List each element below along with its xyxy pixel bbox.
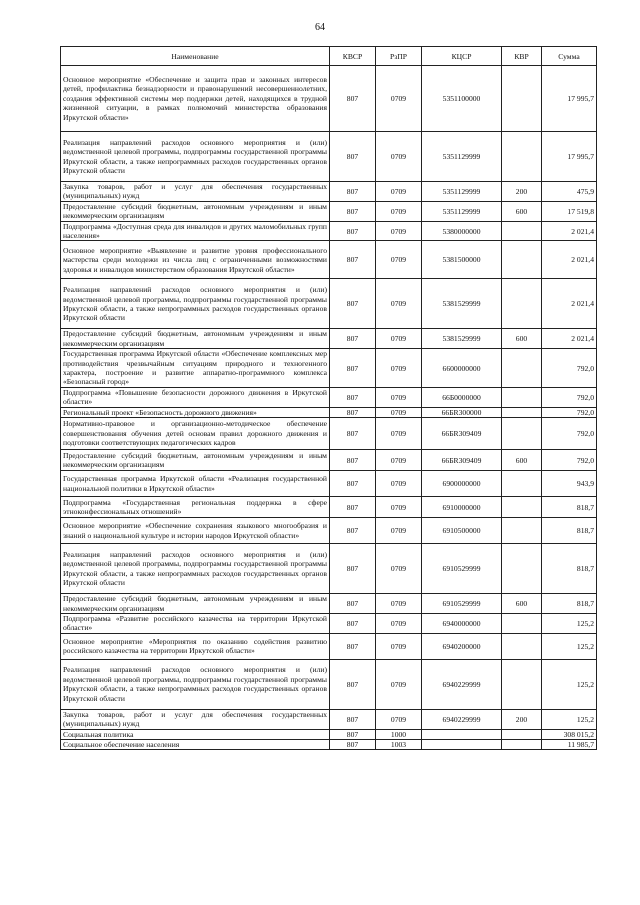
- cell-kvr: [502, 66, 542, 132]
- table-row: [61, 182, 597, 202]
- cell-kvr: [502, 518, 542, 544]
- cell-name: Нормативно-правовое и организационно-методическое обеспечение совершенствования обучения детей основам правил дорожного движения и подготовки соответствующих педагогических кадров: [61, 418, 330, 450]
- cell-name: Государственная программа Иркутской области «Реализация государственной национальной политики в Иркутской области»: [61, 471, 330, 497]
- cell-kvr: [502, 349, 542, 388]
- cell-kcsr: 5381529999: [422, 279, 502, 329]
- cell-sum: 792,0: [542, 387, 597, 407]
- table-row: [61, 221, 597, 241]
- table-row: [61, 497, 597, 518]
- cell-rzpr: 0709: [376, 407, 422, 417]
- cell-kcsr: 6910500000: [422, 518, 502, 544]
- cell-kvr: [502, 418, 542, 450]
- cell-name: Подпрограмма «Доступная среда для инвалидов и других маломобильных групп населения»: [61, 221, 330, 241]
- cell-kvsr: 807: [330, 132, 376, 182]
- header-kvr: КВР: [502, 47, 542, 66]
- cell-rzpr: 1000: [376, 729, 422, 739]
- cell-sum: 792,0: [542, 407, 597, 417]
- cell-rzpr: 0709: [376, 659, 422, 709]
- table-row: [61, 544, 597, 594]
- cell-name: Предоставление субсидий бюджетным, автономным учреждениям и иным некоммерческим организациям: [61, 201, 330, 221]
- cell-sum: 17 995,7: [542, 132, 597, 182]
- cell-kcsr: 5351100000: [422, 66, 502, 132]
- cell-kcsr: 66БR309409: [422, 450, 502, 471]
- cell-sum: 943,9: [542, 471, 597, 497]
- cell-kvsr: 807: [330, 407, 376, 417]
- table-row: [61, 66, 597, 132]
- cell-kvr: [502, 279, 542, 329]
- header-name: Наименование: [61, 47, 330, 66]
- cell-kcsr: 6940229999: [422, 709, 502, 729]
- cell-name: Предоставление субсидий бюджетным, автономным учреждениям и иным некоммерческим организациям: [61, 594, 330, 614]
- table-row: [61, 594, 597, 614]
- cell-name: Реализация направлений расходов основного мероприятия и (или) ведомственной целевой программы, подпрограммы государственной программы Иркутской области, а также непрограммных расходов государственных органов Иркутской области: [61, 659, 330, 709]
- cell-kvsr: 807: [330, 544, 376, 594]
- cell-kvr: [502, 544, 542, 594]
- cell-kvr: [502, 407, 542, 417]
- cell-name: Основное мероприятие «Обеспечение и защита прав и законных интересов детей, профилактика безнадзорности и правонарушений несовершеннолетних, создания эффективной системы мер поддержки детей, находящихся в трудной жизненной ситуации, в рамках полномочий министерства образования Иркутской области»: [61, 66, 330, 132]
- cell-kvsr: 807: [330, 450, 376, 471]
- cell-rzpr: 0709: [376, 613, 422, 633]
- cell-rzpr: 0709: [376, 633, 422, 659]
- cell-sum: 11 985,7: [542, 739, 597, 749]
- cell-kvr: [502, 387, 542, 407]
- cell-kcsr: 5381500000: [422, 241, 502, 279]
- cell-kvr: [502, 729, 542, 739]
- cell-rzpr: 0709: [376, 471, 422, 497]
- table-row: [61, 407, 597, 417]
- cell-kvr: [502, 497, 542, 518]
- cell-sum: 125,2: [542, 633, 597, 659]
- header-kvsr: КВСР: [330, 47, 376, 66]
- cell-kcsr: 5380000000: [422, 221, 502, 241]
- cell-kvsr: 807: [330, 66, 376, 132]
- cell-sum: 125,2: [542, 613, 597, 633]
- cell-kvr: [502, 132, 542, 182]
- cell-kvr: [502, 659, 542, 709]
- cell-kvr: 600: [502, 201, 542, 221]
- cell-rzpr: 0709: [376, 279, 422, 329]
- cell-rzpr: 0709: [376, 497, 422, 518]
- cell-rzpr: 0709: [376, 418, 422, 450]
- cell-kcsr: 6910529999: [422, 594, 502, 614]
- cell-name: Реализация направлений расходов основного мероприятия и (или) ведомственной целевой программы, подпрограммы государственной программы Иркутской области, а также непрограммных расходов государственных органов Иркутской области: [61, 544, 330, 594]
- cell-kcsr: 5351129999: [422, 132, 502, 182]
- cell-rzpr: 0709: [376, 132, 422, 182]
- cell-sum: 17 519,8: [542, 201, 597, 221]
- cell-name: Социальная политика: [61, 729, 330, 739]
- cell-kvr: 200: [502, 709, 542, 729]
- table-row: [61, 201, 597, 221]
- cell-kvsr: 807: [330, 471, 376, 497]
- cell-kvsr: 807: [330, 729, 376, 739]
- cell-rzpr: 0709: [376, 594, 422, 614]
- cell-sum: 2 021,4: [542, 241, 597, 279]
- cell-kvsr: 807: [330, 418, 376, 450]
- cell-kcsr: 6940200000: [422, 633, 502, 659]
- table-row: [61, 279, 597, 329]
- table-row: [61, 471, 597, 497]
- table-row: [61, 387, 597, 407]
- cell-kvr: [502, 613, 542, 633]
- cell-sum: 792,0: [542, 450, 597, 471]
- cell-kvsr: 807: [330, 497, 376, 518]
- cell-rzpr: 0709: [376, 544, 422, 594]
- cell-kvsr: 807: [330, 349, 376, 388]
- cell-kvsr: 807: [330, 182, 376, 202]
- cell-name: Основное мероприятие «Обеспечение сохранения языкового многообразия и знаний о национальной культуре и истории народов Иркутской области»: [61, 518, 330, 544]
- cell-name: Государственная программа Иркутской области «Обеспечение комплексных мер противодействия чрезвычайным ситуациям природного и техногенного характера, построение и развитие аппаратно-программного комплекса «Безопасный город»: [61, 349, 330, 388]
- cell-name: Подпрограмма «Повышение безопасности дорожного движения в Иркутской области»: [61, 387, 330, 407]
- table-row: [61, 518, 597, 544]
- cell-sum: 2 021,4: [542, 221, 597, 241]
- cell-sum: 818,7: [542, 518, 597, 544]
- cell-rzpr: 0709: [376, 182, 422, 202]
- cell-rzpr: 0709: [376, 450, 422, 471]
- cell-name: Закупка товаров, работ и услуг для обеспечения государственных (муниципальных) нужд: [61, 182, 330, 202]
- table-row: [61, 241, 597, 279]
- cell-sum: 2 021,4: [542, 279, 597, 329]
- table-row: [61, 450, 597, 471]
- table-row: [61, 613, 597, 633]
- cell-sum: 308 015,2: [542, 729, 597, 739]
- table-row: [61, 132, 597, 182]
- cell-rzpr: 0709: [376, 201, 422, 221]
- cell-sum: 818,7: [542, 544, 597, 594]
- cell-kvsr: 807: [330, 633, 376, 659]
- budget-table: [60, 46, 597, 750]
- cell-kcsr: 5351129999: [422, 201, 502, 221]
- header-sum: Сумма: [542, 47, 597, 66]
- cell-sum: 818,7: [542, 594, 597, 614]
- cell-kcsr: [422, 729, 502, 739]
- table-header-row: [61, 47, 597, 66]
- table-row: [61, 633, 597, 659]
- cell-kvr: 600: [502, 329, 542, 349]
- table-body: [61, 66, 597, 750]
- cell-kvsr: 807: [330, 739, 376, 749]
- cell-kvsr: 807: [330, 709, 376, 729]
- cell-sum: 792,0: [542, 349, 597, 388]
- cell-name: Предоставление субсидий бюджетным, автономным учреждениям и иным некоммерческим организациям: [61, 450, 330, 471]
- cell-kcsr: 6900000000: [422, 471, 502, 497]
- cell-rzpr: 1003: [376, 739, 422, 749]
- cell-kcsr: [422, 739, 502, 749]
- cell-kvr: [502, 633, 542, 659]
- cell-sum: 475,9: [542, 182, 597, 202]
- cell-kvr: [502, 739, 542, 749]
- cell-name: Основное мероприятие «Мероприятия по оказанию содействия развитию российского казачества на территории Иркутской области»: [61, 633, 330, 659]
- cell-kcsr: 66БR300000: [422, 407, 502, 417]
- table-row: [61, 729, 597, 739]
- cell-name: Основное мероприятие «Выявление и развитие уровня профессионального мастерства среди молодежи из числа лиц с ограниченными возможностями здоровья и инвалидов министерством образования Иркутской области»: [61, 241, 330, 279]
- table-row: [61, 659, 597, 709]
- table-row: [61, 329, 597, 349]
- cell-kvsr: 807: [330, 241, 376, 279]
- cell-name: Подпрограмма «Развитие российского казачества на территории Иркутской области»: [61, 613, 330, 633]
- cell-rzpr: 0709: [376, 387, 422, 407]
- cell-kcsr: 6910529999: [422, 544, 502, 594]
- cell-kvr: [502, 221, 542, 241]
- cell-kcsr: 66Б0000000: [422, 387, 502, 407]
- cell-kvsr: 807: [330, 518, 376, 544]
- cell-name: Реализация направлений расходов основного мероприятия и (или) ведомственной целевой программы, подпрограммы государственной программы Иркутской области, а также непрограммных расходов государственных органов Иркутской области: [61, 132, 330, 182]
- cell-kvr: 200: [502, 182, 542, 202]
- cell-sum: 17 995,7: [542, 66, 597, 132]
- cell-kcsr: 66БR309409: [422, 418, 502, 450]
- header-kcsr: КЦСР: [422, 47, 502, 66]
- cell-kvsr: 807: [330, 201, 376, 221]
- cell-kvsr: 807: [330, 594, 376, 614]
- cell-rzpr: 0709: [376, 518, 422, 544]
- table-row: [61, 349, 597, 388]
- cell-kvr: 600: [502, 594, 542, 614]
- cell-kcsr: 6600000000: [422, 349, 502, 388]
- cell-kvsr: 807: [330, 329, 376, 349]
- cell-kcsr: 6910000000: [422, 497, 502, 518]
- cell-name: Предоставление субсидий бюджетным, автономным учреждениям и иным некоммерческим организациям: [61, 329, 330, 349]
- cell-name: Региональный проект «Безопасность дорожного движения»: [61, 407, 330, 417]
- cell-sum: 125,2: [542, 659, 597, 709]
- cell-sum: 792,0: [542, 418, 597, 450]
- cell-rzpr: 0709: [376, 241, 422, 279]
- cell-name: Реализация направлений расходов основного мероприятия и (или) ведомственной целевой программы, подпрограммы государственной программы Иркутской области, а также непрограммных расходов государственных органов Иркутской области: [61, 279, 330, 329]
- page-number: 64: [315, 22, 325, 33]
- cell-rzpr: 0709: [376, 66, 422, 132]
- cell-name: Подпрограмма «Государственная региональная поддержка в сфере этноконфессиональных отношений»: [61, 497, 330, 518]
- cell-kvr: [502, 471, 542, 497]
- cell-kvsr: 807: [330, 659, 376, 709]
- cell-rzpr: 0709: [376, 221, 422, 241]
- cell-kvsr: 807: [330, 279, 376, 329]
- cell-name: Социальное обеспечение населения: [61, 739, 330, 749]
- cell-kvr: [502, 241, 542, 279]
- cell-kcsr: 6940000000: [422, 613, 502, 633]
- cell-rzpr: 0709: [376, 349, 422, 388]
- cell-sum: 125,2: [542, 709, 597, 729]
- cell-kvr: 600: [502, 450, 542, 471]
- table-row: [61, 709, 597, 729]
- cell-sum: 818,7: [542, 497, 597, 518]
- cell-kvsr: 807: [330, 613, 376, 633]
- cell-kcsr: 5351129999: [422, 182, 502, 202]
- cell-rzpr: 0709: [376, 709, 422, 729]
- header-rzpr: РзПР: [376, 47, 422, 66]
- cell-kvsr: 807: [330, 387, 376, 407]
- table-row: [61, 418, 597, 450]
- cell-kvsr: 807: [330, 221, 376, 241]
- cell-sum: 2 021,4: [542, 329, 597, 349]
- cell-kcsr: 6940229999: [422, 659, 502, 709]
- cell-name: Закупка товаров, работ и услуг для обеспечения государственных (муниципальных) нужд: [61, 709, 330, 729]
- cell-kcsr: 5381529999: [422, 329, 502, 349]
- cell-rzpr: 0709: [376, 329, 422, 349]
- table-row: [61, 739, 597, 749]
